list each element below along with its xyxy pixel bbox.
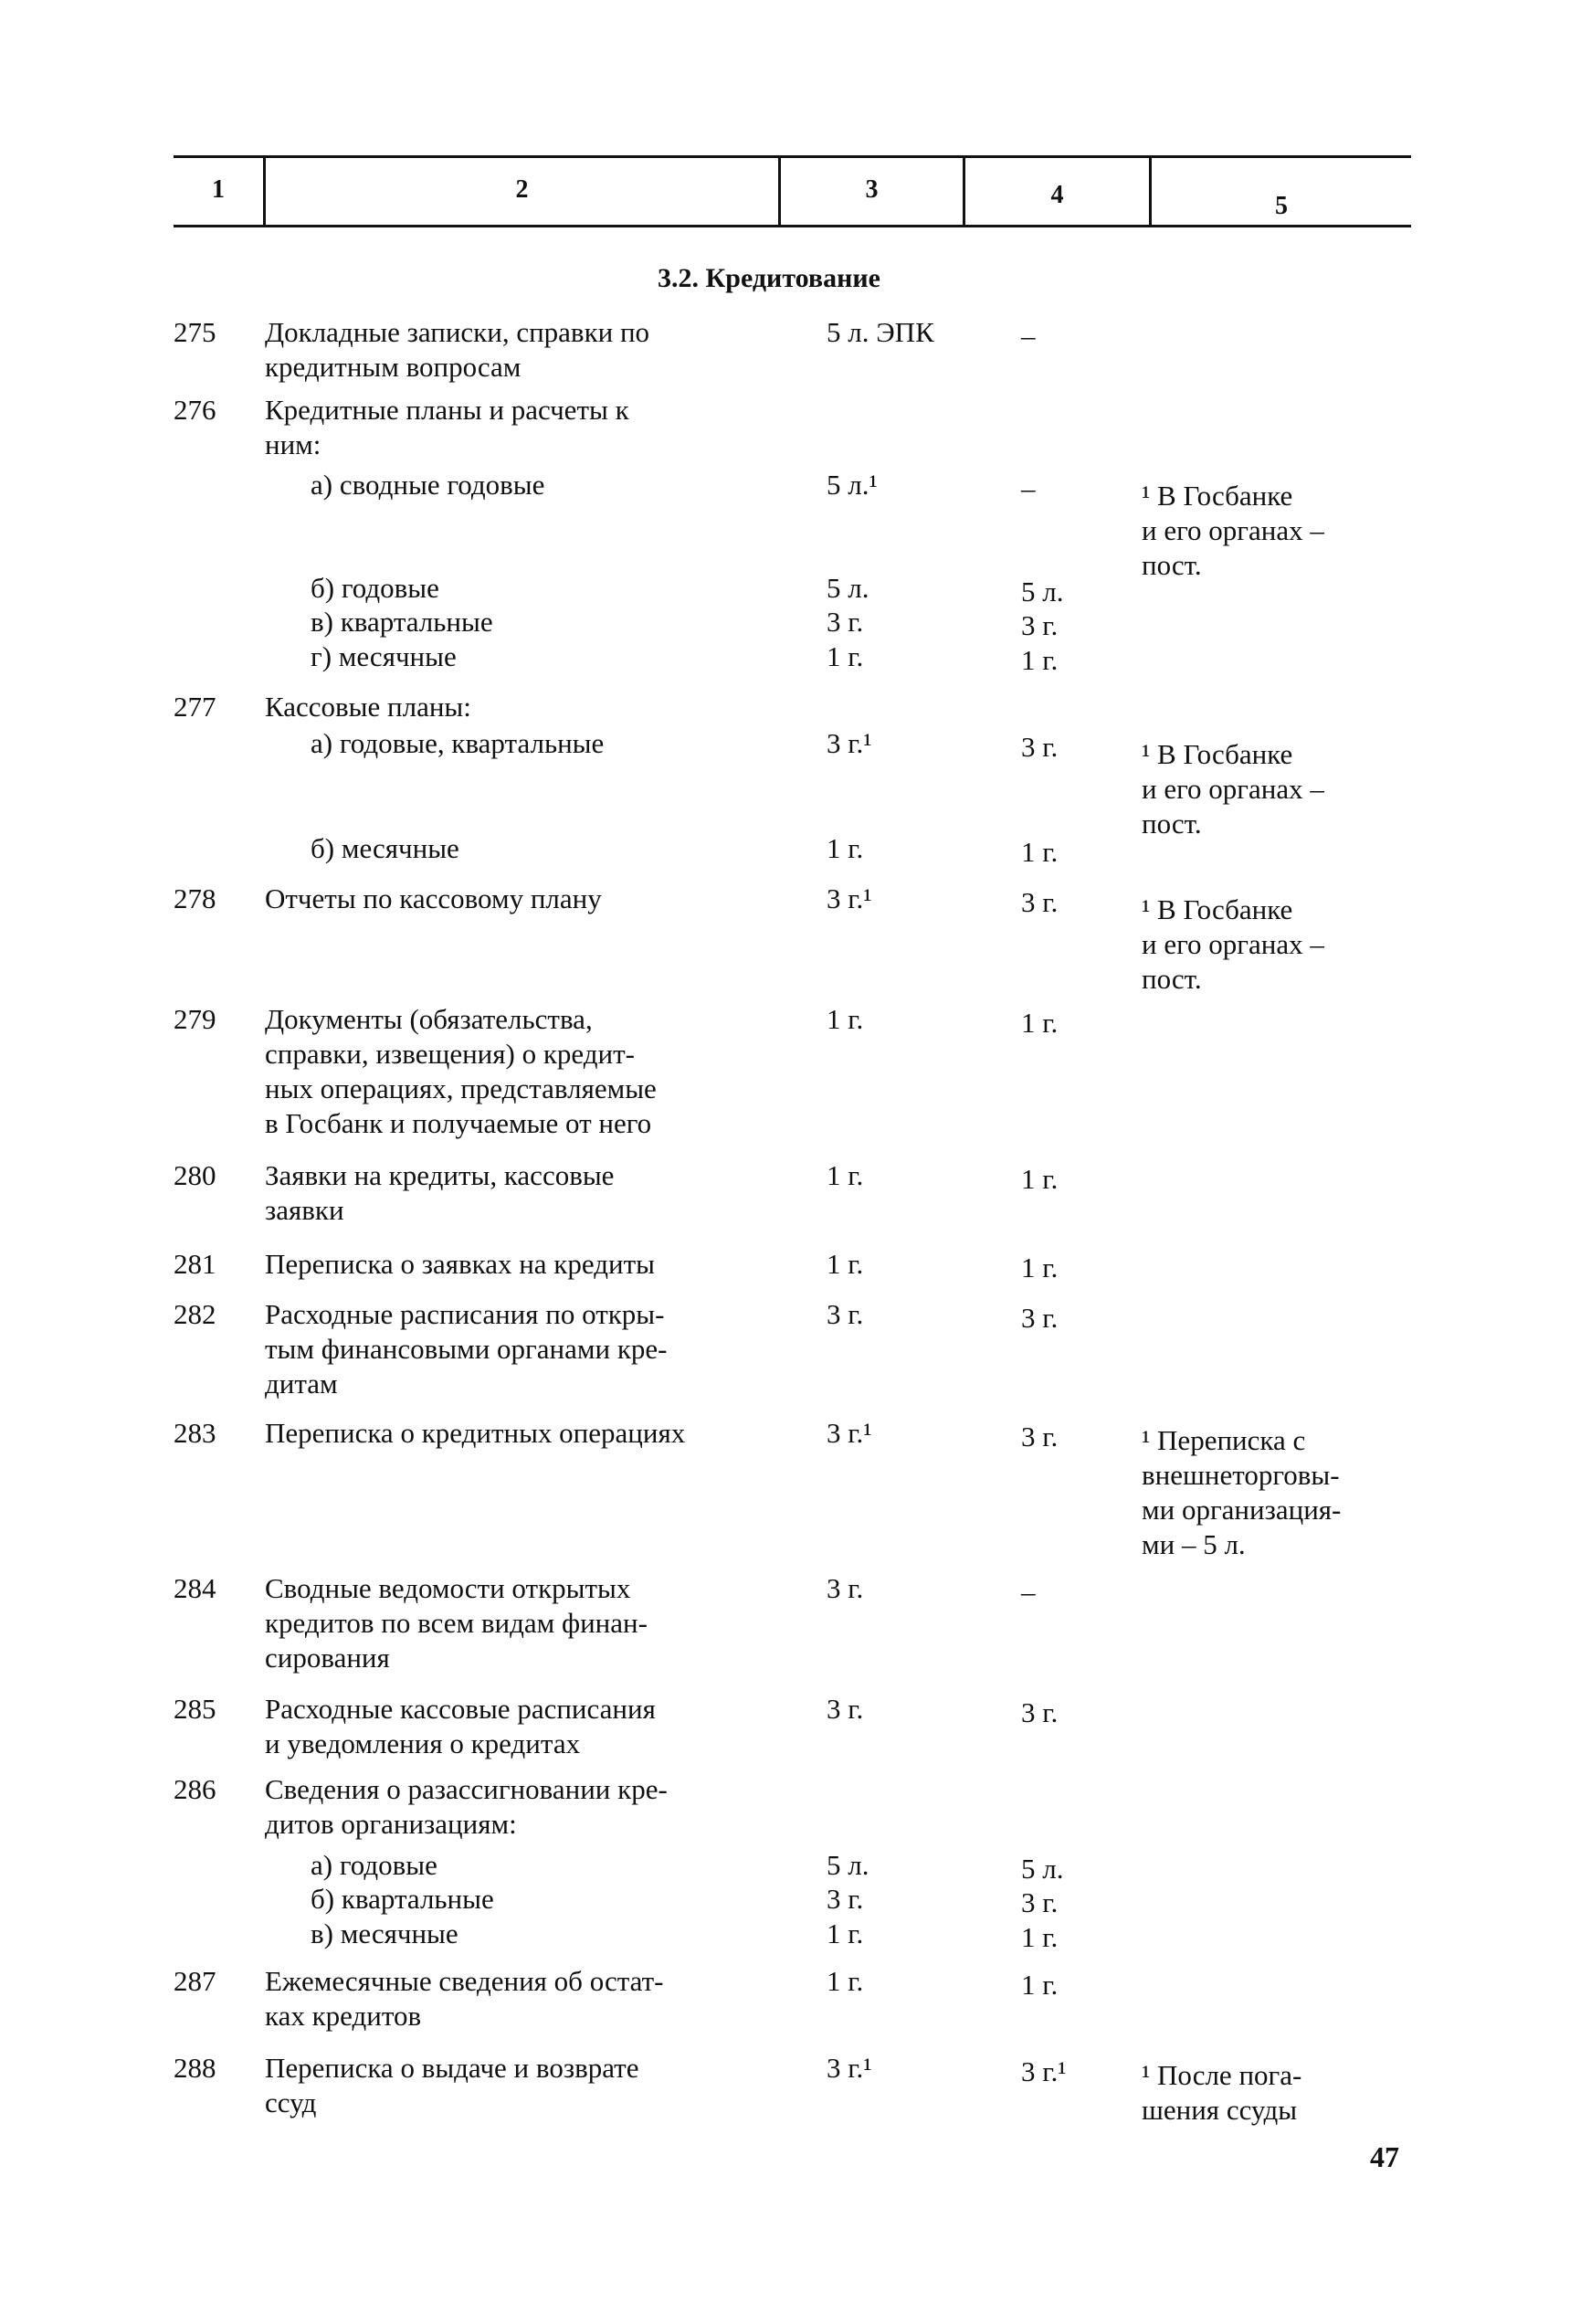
retention-col-4: 1 г.: [1021, 1007, 1059, 1039]
header-col-1: 1: [212, 175, 225, 204]
retention-col-4: 1 г.: [1021, 1969, 1059, 2001]
retention-col-3: 1 г.: [827, 1965, 864, 1997]
retention-col-4: –: [1021, 320, 1036, 352]
row-note-line: шения ссуды: [1142, 2094, 1298, 2126]
header-col-4: 4: [1050, 181, 1064, 209]
header-bottom-rule: [174, 225, 1411, 227]
retention-col-4: 3 г.: [1021, 886, 1059, 918]
retention-col-3: 3 г.: [827, 1298, 864, 1330]
row-title-line: Кассовые планы:: [265, 691, 471, 723]
header-col-3: 3: [865, 175, 879, 204]
row-note-line: пост.: [1142, 808, 1202, 840]
retention-col-4: 3 г.: [1021, 609, 1059, 641]
row-title-line: дитов организациям:: [265, 1808, 517, 1840]
row-note-line: ¹ В Госбанке: [1142, 480, 1293, 512]
row-subitem: б) квартальные: [311, 1883, 494, 1915]
row-subitem: в) квартальные: [311, 606, 493, 638]
row-number: 280: [174, 1159, 216, 1191]
row-title-line: Кредитные планы и расчеты к: [265, 394, 629, 426]
row-title-line: Переписка о кредитных операциях: [265, 1417, 686, 1449]
row-subitem: б) месячные: [311, 832, 459, 864]
retention-col-4: 3 г.¹: [1021, 2055, 1067, 2087]
row-number: 279: [174, 1003, 216, 1035]
row-number: 278: [174, 882, 216, 914]
retention-col-3: 3 г.: [827, 1883, 864, 1915]
row-number: 281: [174, 1248, 216, 1280]
retention-col-3: 5 л.: [827, 1849, 869, 1881]
row-number: 286: [174, 1773, 216, 1805]
retention-col-4: 1 г.: [1021, 644, 1059, 676]
retention-col-4: –: [1021, 472, 1036, 504]
retention-col-4: 1 г.: [1021, 1921, 1059, 1953]
retention-col-4: 3 г.: [1021, 1886, 1059, 1918]
row-note-line: пост.: [1142, 549, 1202, 581]
row-subitem: а) годовые, квартальные: [311, 727, 605, 759]
row-note-line: ми организация-: [1142, 1494, 1342, 1526]
row-title-line: Расходные расписания по откры-: [265, 1298, 665, 1330]
row-note-line: ¹ В Госбанке: [1142, 738, 1293, 770]
retention-col-3: 3 г.: [827, 1693, 864, 1725]
retention-col-4: –: [1021, 1576, 1036, 1608]
row-title-line: Сводные ведомости открытых: [265, 1572, 631, 1604]
retention-col-3: 1 г.: [827, 640, 864, 672]
row-title-line: и уведомления о кредитах: [265, 1727, 581, 1759]
row-title-line: Переписка о выдаче и возврате: [265, 2052, 639, 2084]
header-col-2: 2: [515, 175, 529, 204]
row-note-line: внешнеторговы-: [1142, 1459, 1340, 1491]
retention-col-4: 3 г.: [1021, 731, 1059, 763]
retention-col-4: 5 л.: [1021, 1853, 1064, 1885]
retention-col-3: 1 г.: [827, 1917, 864, 1949]
header-col-5: 5: [1275, 192, 1288, 220]
row-title-line: кредитов по всем видам финан-: [265, 1607, 648, 1639]
retention-col-3: 1 г.: [827, 1248, 864, 1280]
row-number: 287: [174, 1965, 216, 1997]
retention-col-3: 1 г.: [827, 1159, 864, 1191]
retention-col-4: 1 г.: [1021, 1163, 1059, 1195]
retention-col-3: 1 г.: [827, 1003, 864, 1035]
row-subitem: г) месячные: [311, 640, 457, 672]
row-title-line: Сведения о разассигновании кре-: [265, 1773, 668, 1805]
row-title-line: тым финансовыми органами кре-: [265, 1333, 668, 1365]
header-top-rule: [174, 155, 1411, 158]
retention-col-4: 3 г.: [1021, 1421, 1059, 1452]
row-title-line: сирования: [265, 1642, 390, 1674]
row-title-line: Переписка о заявках на кредиты: [265, 1248, 655, 1280]
row-title-line: ним:: [265, 428, 321, 460]
row-number: 288: [174, 2052, 216, 2084]
row-note-line: и его органах –: [1142, 773, 1324, 805]
retention-col-3: 3 г.¹: [827, 1417, 872, 1449]
retention-col-3: 5 л. ЭПК: [827, 316, 934, 348]
row-note-line: пост.: [1142, 963, 1202, 995]
retention-col-4: 1 г.: [1021, 836, 1059, 868]
retention-col-3: 5 л.: [827, 572, 869, 604]
row-title-line: ссуд: [265, 2086, 317, 2118]
retention-col-4: 1 г.: [1021, 1252, 1059, 1283]
row-title-line: ных операциях, представляемые: [265, 1072, 657, 1104]
page-number: 47: [1370, 2140, 1399, 2173]
retention-col-4: 3 г.: [1021, 1696, 1059, 1728]
row-title-line: дитам: [265, 1368, 338, 1400]
row-note-line: ¹ После пога-: [1142, 2059, 1302, 2091]
row-note-line: ¹ Переписка с: [1142, 1424, 1306, 1456]
row-note-line: ми – 5 л.: [1142, 1528, 1246, 1560]
retention-col-4: 5 л.: [1021, 576, 1064, 607]
section-title: 3.2. Кредитование: [658, 263, 880, 293]
retention-col-3: 1 г.: [827, 832, 864, 864]
row-title-line: Документы (обязательства,: [265, 1003, 593, 1035]
row-note-line: ¹ В Госбанке: [1142, 893, 1293, 925]
retention-col-3: 3 г.¹: [827, 882, 872, 914]
retention-col-3: 5 л.¹: [827, 469, 878, 501]
row-title-line: Ежемесячные сведения об остат-: [265, 1965, 664, 1997]
row-note-line: и его органах –: [1142, 928, 1324, 960]
row-number: 285: [174, 1693, 216, 1725]
retention-col-3: 3 г.: [827, 606, 864, 638]
retention-col-3: 3 г.¹: [827, 2052, 872, 2084]
row-subitem: б) годовые: [311, 572, 439, 604]
row-note-line: и его органах –: [1142, 514, 1324, 546]
row-title-line: Докладные записки, справки по: [265, 316, 650, 348]
row-number: 283: [174, 1417, 216, 1449]
row-title-line: кредитным вопросам: [265, 351, 522, 383]
row-title-line: заявки: [265, 1194, 344, 1226]
row-title-line: ках кредитов: [265, 2000, 422, 2032]
retention-col-3: 3 г.: [827, 1572, 864, 1604]
retention-col-4: 3 г.: [1021, 1302, 1059, 1334]
row-number: 282: [174, 1298, 216, 1330]
row-number: 276: [174, 394, 216, 426]
retention-col-3: 3 г.¹: [827, 727, 872, 759]
row-title-line: Отчеты по кассовому плану: [265, 882, 602, 914]
row-number: 284: [174, 1572, 216, 1604]
row-title-line: справки, извещения) о кредит-: [265, 1038, 635, 1070]
row-title-line: Заявки на кредиты, кассовые: [265, 1159, 615, 1191]
row-number: 277: [174, 691, 216, 723]
row-subitem: а) годовые: [311, 1849, 437, 1881]
row-number: 275: [174, 316, 216, 348]
row-subitem: а) сводные годовые: [311, 469, 545, 501]
row-title-line: Расходные кассовые расписания: [265, 1693, 656, 1725]
row-subitem: в) месячные: [311, 1917, 458, 1949]
row-title-line: в Госбанк и получаемые от него: [265, 1107, 652, 1139]
